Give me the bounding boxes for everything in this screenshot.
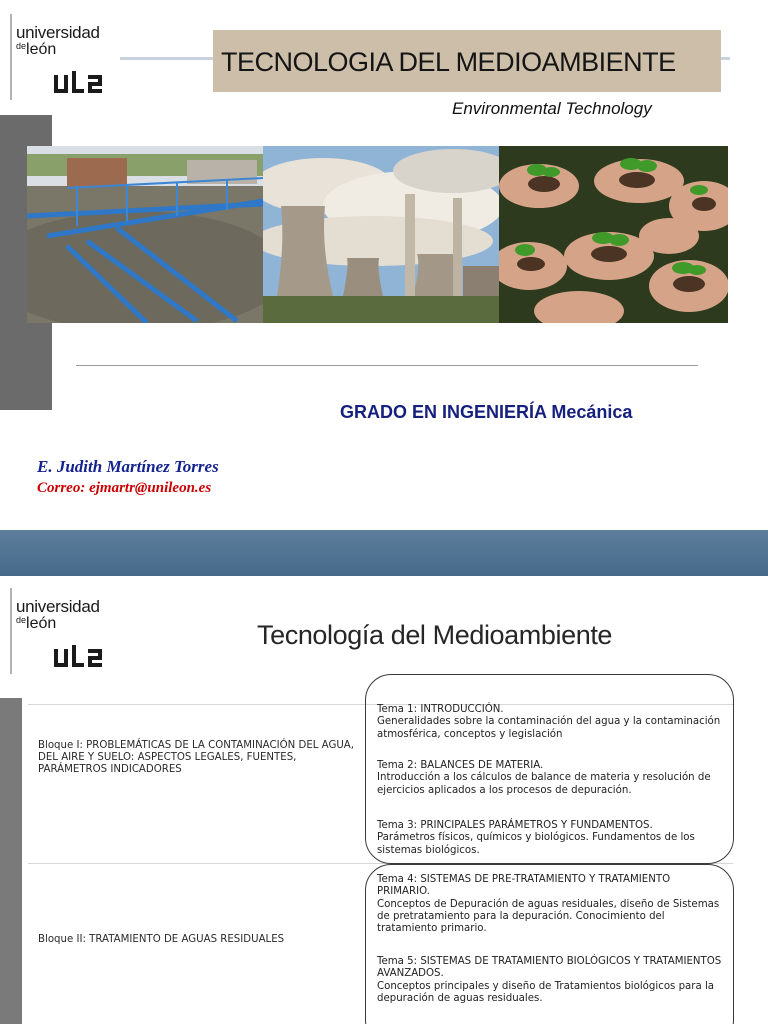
tema-3-title: Tema 3: PRINCIPALES PARÁMETROS Y FUNDAMENTOS. (377, 820, 653, 831)
bloque-1: Bloque I: PROBLEMÁTICAS DE LA CONTAMINACIÓN DEL AGUA, DEL AIRE Y SUELO: ASPECTOS LEGALES, FUENTES, PARÁMETROS INDICADORES (38, 740, 355, 775)
author-name: E. Judith Martínez Torres (37, 457, 219, 476)
tema-3 (377, 820, 722, 857)
tema-3-desc: Parámetros físicos, químicos y biológicos. Fundamentos de los sistemas biológicos. (377, 832, 695, 856)
tema-2 (377, 760, 722, 797)
ule-pixel-logo-icon (52, 643, 120, 671)
logo-text-universidad: universidad (16, 23, 100, 42)
tema-4-title: Tema 4: SISTEMAS DE PRE-TRATAMIENTO Y TRATAMIENTO PRIMARIO. (377, 874, 671, 898)
logo-text-de: de (16, 41, 27, 51)
logo-text-leon-group (16, 616, 56, 632)
tema-5-title: Tema 5: SISTEMAS DE TRATAMIENTO BIOLÓGICOS Y TRATAMIENTOS AVANZADOS. (377, 956, 722, 980)
logo-text-leon: león (26, 615, 57, 632)
slide-title: TECNOLOGIA DEL MEDIOAMBIENTE (221, 47, 676, 77)
university-logo (10, 14, 120, 100)
logo-text-leon-group (16, 42, 56, 58)
tema-2-desc: Introducción a los cálculos de balance de materia y resolución de ejercicios aplicados a los procesos de depuración. (377, 772, 711, 796)
tema-2-title: Tema 2: BALANCES DE MATERIA. (377, 760, 544, 771)
title-banner (213, 30, 721, 92)
side-accent-bar (0, 698, 22, 1024)
university-logo (10, 588, 120, 674)
tema-1 (377, 704, 722, 741)
logo-text-universidad: universidad (16, 597, 100, 616)
logo-text-de: de (16, 615, 27, 625)
bloque-2: Bloque II: TRATAMIENTO DE AGUAS RESIDUALES (38, 934, 285, 945)
slide-title: Tecnología del Medioambiente (257, 620, 613, 650)
author-email[interactable]: Correo: ejmartr@unileon.es (37, 480, 212, 496)
tema-5 (377, 956, 722, 1005)
slide-2 (0, 576, 768, 1024)
power-plant-photo (263, 146, 499, 323)
slide-subtitle: Environmental Technology (452, 99, 652, 118)
tema-4 (377, 874, 722, 935)
horizontal-divider (76, 365, 698, 366)
tema-1-desc: Generalidades sobre la contaminación del agua y la contaminación atmosférica, conceptos y legislación (377, 716, 721, 740)
slide-separator (0, 530, 768, 576)
logo-text-leon: león (26, 41, 57, 58)
tema-1-title: Tema 1: INTRODUCCIÓN. (377, 704, 504, 715)
degree-program: GRADO EN INGENIERÍA Mecánica (340, 402, 633, 422)
tema-5-desc: Conceptos principales y diseño de Tratamientos biológicos para la depuración de aguas residuales. (377, 980, 715, 1004)
tema-4-desc: Conceptos de Depuración de aguas residuales, diseño de Sistemas de pretratamiento para la depuración. Conocimiento del tratamiento primario. (377, 898, 720, 935)
ule-pixel-logo-icon (52, 69, 120, 97)
water-treatment-photo (27, 146, 263, 323)
hands-seedlings-photo (499, 146, 728, 323)
